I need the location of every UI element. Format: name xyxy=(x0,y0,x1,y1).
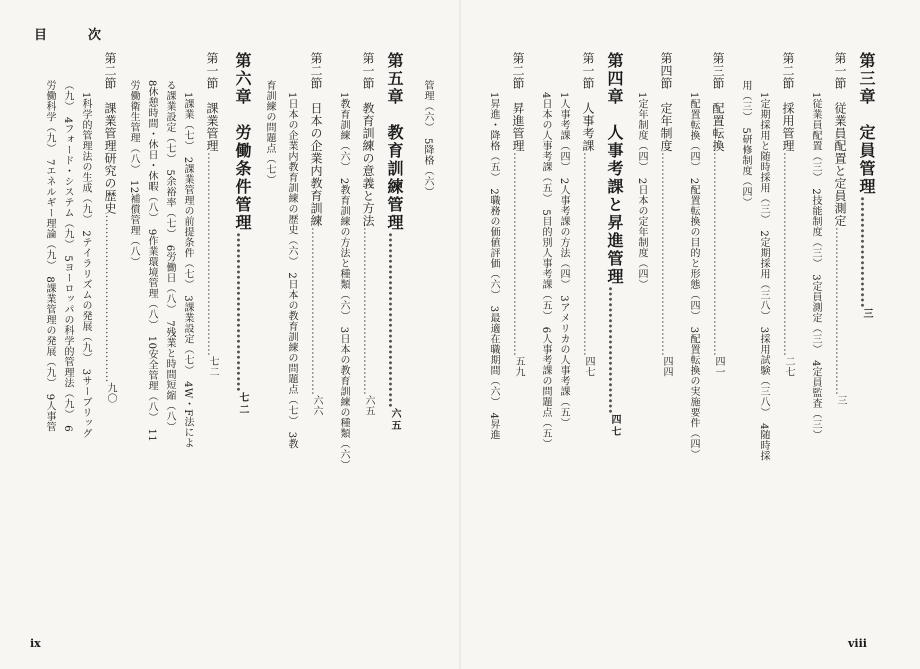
toc-items-3-4: 1定年制度（四） 2日本の定年制度（四） xyxy=(636,92,647,290)
toc-items-6-2a: 1科学的管理法の生成（九） 2テイラリズムの発展（九） 3サーブリッグ xyxy=(80,92,91,439)
toc-section-6-2: 第二節 課業管理研究の歴史……………………………………九〇 xyxy=(103,52,117,404)
toc-items-3-3: 1配置転換（四） 2配置転換の目的と形態（四） 3配置転換の実施要件（四） xyxy=(688,92,699,460)
toc-items-4-2-cont: 管理（六） 5降格（六） xyxy=(422,80,433,198)
toc-section-3-3: 第三節 配置転換……………………………………………四一 xyxy=(711,52,725,377)
toc-items-5-2b: 育訓練の問題点（七） xyxy=(264,80,275,185)
gutter xyxy=(459,0,461,669)
toc-chapter-3: 第三章 定員管理…………………三 xyxy=(857,52,876,320)
toc-section-6-1: 第一節 課業管理……………………………………………七二 xyxy=(205,52,219,377)
folio-left: ix xyxy=(30,637,41,650)
toc-items-4-1a: 1人事考課（四） 2人事考課の方法（四） 3アメリカの人事考課（五） xyxy=(558,92,569,429)
toc-items-3-1: 1従業員配置（三） 2技能制度（三） 3定員測定（三） 4定員監査（三） xyxy=(810,92,821,441)
toc-items-3-2a: 1定期採用と随時採用（三） 2定期採用（三八） 3採用試験（三八） 4随時採 xyxy=(758,92,769,462)
toc-chapter-5: 第五章 教育訓練管理……………………………六五 xyxy=(385,52,404,432)
toc-section-3-2: 第二節 採用管理……………………………………………二七 xyxy=(781,52,795,377)
toc-section-3-1: 第一節 従業員配置と定員測定……………………………………三 xyxy=(833,52,847,406)
toc-items-6-2c: 労働科学（九） 7エネルギー理論（九） 8課業管理の発展（九） 9人事管 xyxy=(44,80,55,433)
toc-section-4-2: 第二節 昇進管理……………………………………………五九 xyxy=(511,52,525,377)
toc-items-6-1a: 1課業（七） 2課業管理の前提条件（七） 3課業設定（七） 4W・F法によ xyxy=(182,92,193,449)
toc-items-4-2: 1昇進・降格（五） 2職務の価値評価（六） 3最適在職期間（六） 4昇進 xyxy=(488,92,499,441)
toc-items-6-2b: （九） 4フォード・システム（九） 5ヨーロッパの科学的管理法（九） 6 xyxy=(62,80,73,433)
toc-items-3-2b: 用（三） 5研修制度（四） xyxy=(740,80,751,208)
folio-right: viii xyxy=(848,637,867,650)
toc-section-3-4: 第四節 定年制度……………………………………………四四 xyxy=(659,52,673,377)
toc-chapter-4: 第四章 人事考課と昇進管理……………………四七 xyxy=(605,52,624,438)
toc-items-6-1c: 8休憩時間・休日・休暇（八） 9作業環境管理（八） 10安全管理（八） 11 xyxy=(146,80,157,443)
toc-items-5-2a: 1日本の企業内教育訓練の歴史（六） 2日本の教育訓練の問題点（七） 3教 xyxy=(286,92,297,450)
toc-items-5-1: 1教育訓練（六） 2教育訓練の方法と種類（六） 3日本の教育訓練の種類（六） xyxy=(338,92,349,471)
toc-items-6-1b: る課業設定（七） 5余裕率（七） 6労働日（八） 7残業と時間短縮（八） xyxy=(164,80,175,433)
toc-items-4-1b: 4日本の人事考課（五） 5目的別人事考課（五） 6人事考課の問題点（五） xyxy=(540,92,551,450)
running-header: 目 次 xyxy=(34,28,116,43)
toc-section-5-2: 第二節 日本の企業内教育訓練……………………………………六六 xyxy=(309,52,323,416)
toc-section-5-1: 第一節 教育訓練の意義と方法……………………………………六五 xyxy=(361,52,375,416)
toc-chapter-6: 第六章 労働条件管理…………………………七二 xyxy=(233,52,252,416)
toc-items-6-1d: 労働衛生管理（八） 12補償管理（八） xyxy=(128,80,139,268)
toc-section-4-1: 第一節 人事考課……………………………………………四七 xyxy=(581,52,595,377)
